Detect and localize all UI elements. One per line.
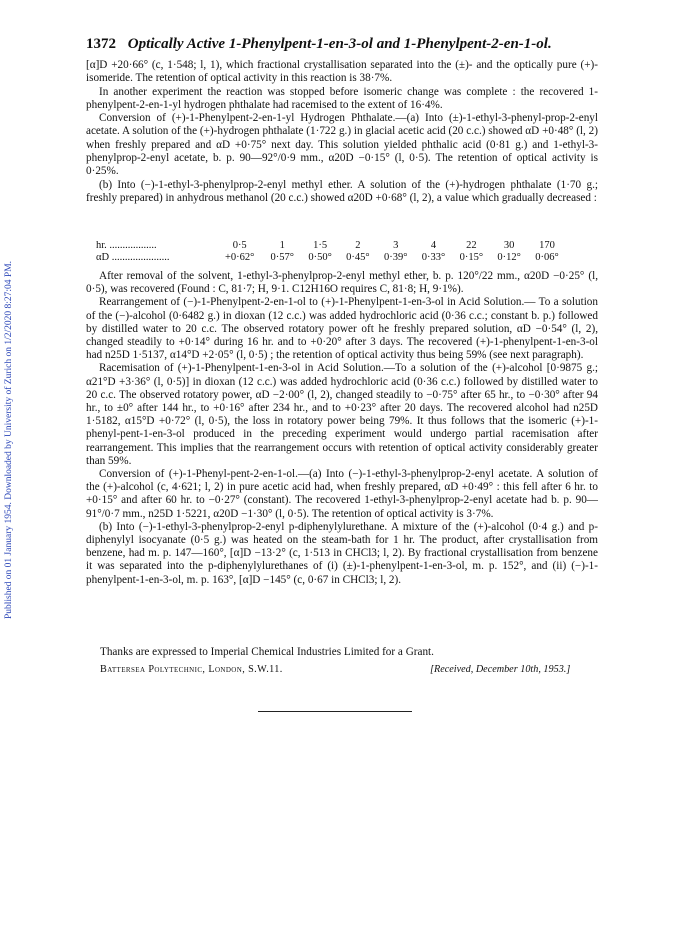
paragraph: [α]D +20·66° (c, 1·548; l, 1), which fractional crystallisation separated into the (±)- and the optically pure (+)-isomeride. The retention of optical activity in this reaction is 38·7%.	[86, 59, 598, 85]
table-cell: 30	[503, 239, 515, 251]
download-watermark	[2, 60, 16, 820]
page-number: 1372	[86, 36, 116, 52]
table-cell: 0·12°	[497, 251, 521, 263]
paragraph: (b) Into (−)-1-ethyl-3-phenylprop-2-enyl p-diphenylylurethane. A mixture of the (+)-alcohol (0·4 g.) and p-diphenylyl isocyanate (0·5 g.) was heated on the steam-bath for 1 hr. The product, after crystallisation from benzene, had m. p. 147—160°, [α]D −13·2° (c, 1·513 in CHCl3; l, 2). By fractional crystallisation from benzene it was separated into the p-diphenylylurethanes of (i) (±)-1-phenylpent-1-en-3-ol, m. p. 152°, and (ii) (−)-1-phenylpent-1-en-3-ol, m. p. 163°, [α]D −145° (c, 0·67 in CHCl3; l, 2).	[86, 520, 598, 586]
paragraph: Conversion of (+)-1-Phenyl-pent-2-en-1-ol.—(a) Into (−)-1-ethyl-3-phenylprop-2-enyl acetate. A solution of the (+)-alcohol (c, 4·621; l, 2) in pure acetic acid had, when freshly prepared, αD +0·49° : this fell after 6 hr. to +0·15° and after 60 hr. to −0·27° (constant). The recovered 1-ethyl-3-phenylprop-2-enyl acetate had b. p. 90—91°/0·7 mm., n25D 1·5221, α20D −1·30° (l, 0·5). The retention of optical activity is 3·7%.	[86, 468, 598, 520]
article-body-bottom	[86, 270, 598, 587]
table-row-hours	[96, 239, 566, 251]
paragraph: After removal of the solvent, 1-ethyl-3-phenylprop-2-enyl methyl ether, b. p. 120°/22 mm., α20D −0·25° (l, 0·5), was recovered (Found : C, 81·7; H, 9·1. C12H16O requires C, 81·8; H, 9·1%).	[86, 270, 598, 296]
table-cell: 0·06°	[535, 251, 559, 263]
table-cell: 0·57°	[270, 251, 294, 263]
table-cell: 3	[393, 239, 399, 251]
table-cell: 0·39°	[383, 251, 408, 263]
rotation-table	[96, 239, 566, 263]
acknowledgement: Thanks are expressed to Imperial Chemical Industries Limited for a Grant.	[100, 646, 434, 658]
paragraph: Rearrangement of (−)-1-Phenylpent-2-en-1-ol to (+)-1-Phenylpent-1-en-3-ol in Acid Solution.— To a solution of the (−)-alcohol (0·6482 g.) in dioxan (12 c.c.) was added hydrochloric acid (0·36 c.c.; constant b. p.) followed by distilled water to 20 c.c. The observed rotatory power oft he freshly prepared solution, αD −0·54° (l, 2), changed steadily to +0·14° during 16 hr. and to +0·20° after 3 days. The recovered (+)-1-phenylpent-1-en-3-ol had n25D 1·5137, α14°D +2·05° (l, 0·5) ; the retention of optical activity thus being 59% (see next paragraph).	[86, 296, 598, 362]
paragraph: In another experiment the reaction was stopped before isomeric change was complete : the recovered 1-phenylpent-2-en-1-yl hydrogen phthalate had racemised to the extent of 16·4%.	[86, 85, 598, 111]
table-cell: 0·5	[232, 239, 247, 251]
table-cell: 22	[466, 239, 477, 251]
running-title: Optically Active 1-Phenylpent-1-en-3-ol and 1-Phenylpent-2-en-1-ol.	[127, 36, 552, 52]
page-header	[86, 36, 596, 53]
row-label-alpha: αD ......................	[96, 251, 170, 263]
table-cell: 0·15°	[459, 251, 484, 263]
article-body-top	[86, 59, 598, 205]
table-cell: 4	[430, 239, 437, 251]
table-row-alpha	[96, 251, 566, 263]
affiliation: Battersea Polytechnic, London, S.W.11.	[100, 664, 283, 675]
table-cell: 1	[279, 239, 285, 251]
table-cell: 170	[539, 239, 555, 251]
table-cell: +0·62°	[225, 251, 255, 263]
table-cell: 0·45°	[346, 251, 370, 263]
received-date: [Received, December 10th, 1953.]	[430, 664, 571, 675]
paragraph: Racemisation of (+)-1-Phenylpent-1-en-3-ol in Acid Solution.—To a solution of the (+)-alcohol [0·9875 g.; α21°D +3·36° (l, 0·5)] in dioxan (12 c.c.) was added hydrochloric acid (0·36 c.c.) followed by distilled water to 20 c.c. The observed rotatory power, αD −2·00° (l, 2), changed steadily to −0·75° after 65 hr., to −0·30° after 94 hr., to ±0° after 144 hr., to +0·16° after 234 hr., and to +0·23° after 20 days. The recovered alcohol had n25D 1·5182, α15°D +0·72° (l, 0·5), the loss in rotatory power being 79%. It thus follows that the isomeric (+)-1-phenyl-pent-1-en-3-ol produced in the preceding experiment would undergo partial racemisation after rearrangement. This implies that the rearrangement occurs with retention of optical activity considerably greater than 59%.	[86, 362, 598, 467]
table-cell: 0·33°	[421, 251, 446, 263]
row-label-hours: hr. ..................	[96, 239, 157, 251]
download-watermark-text: Published on 01 January 1954. Downloaded by University of Zurich on 1/2/2020 8:27:04 PM.	[4, 260, 15, 620]
end-rule	[258, 711, 412, 712]
paragraph: (b) Into (−)-1-ethyl-3-phenylprop-2-enyl methyl ether. A solution of the (+)-hydrogen phthalate (1·70 g.; freshly prepared) in anhydrous methanol (20 c.c.) showed α20D +0·68° (l, 2), a value which gradually decreased :	[86, 178, 598, 204]
table-cell: 1·5	[313, 239, 328, 251]
table-cell: 0·50°	[308, 251, 332, 263]
table-cell: 2	[355, 239, 361, 251]
paragraph: Conversion of (+)-1-Phenylpent-2-en-1-yl Hydrogen Phthalate.—(a) Into (±)-1-ethyl-3-phenyl-prop-2-enyl acetate. A solution of the (+)-hydrogen phthalate (1·722 g.) in glacial acetic acid (20 c.c.) showed αD +0·48° (l, 2) when freshly prepared and αD +0·75° next day. This solution yielded phthalic acid (0·81 g.) and 1-ethyl-3-phenylprop-2-enyl acetate, b. p. 90—92°/0·9 mm., α20D −0·15° (l, 0·5). The retention of optical activity is 0·25%.	[86, 112, 598, 178]
